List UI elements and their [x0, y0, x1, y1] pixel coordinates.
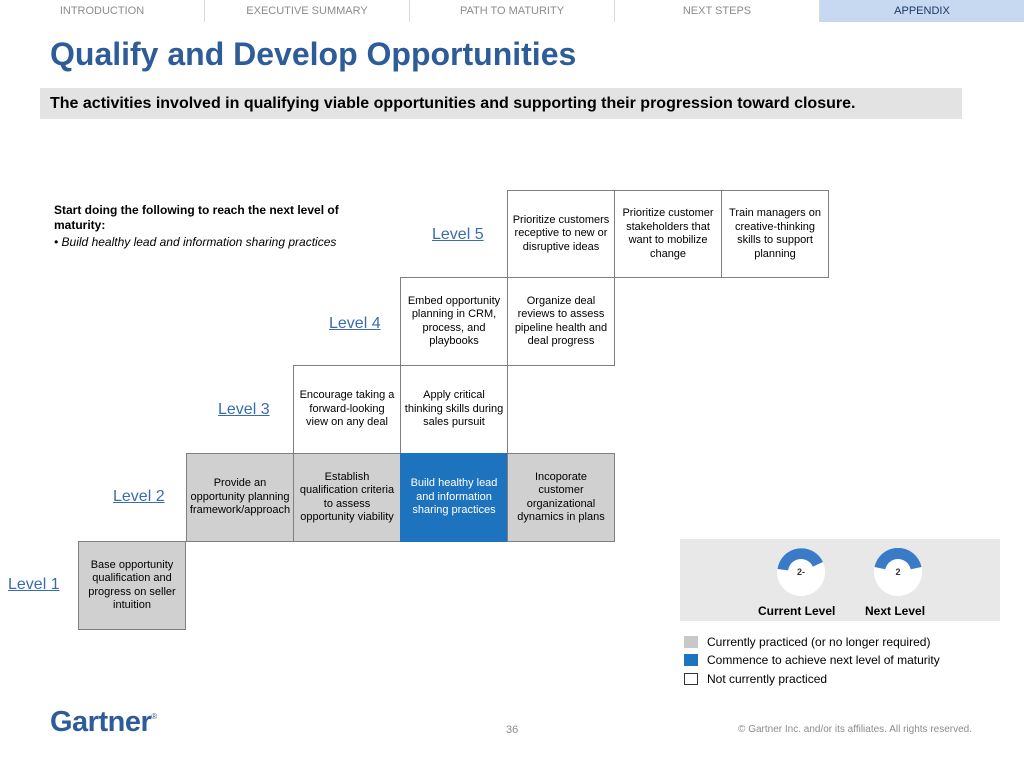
- guidance-bullet-text: Build healthy lead and information sharing practices: [61, 235, 337, 249]
- tab-introduction[interactable]: INTRODUCTION: [0, 0, 205, 22]
- blue-swatch: [684, 654, 698, 666]
- activity-cell: Base opportunity qualification and progress on seller intuition: [78, 541, 186, 630]
- tab-executive-summary[interactable]: EXECUTIVE SUMMARY: [205, 0, 410, 22]
- legend-commence-label: Commence to achieve next level of maturity: [707, 653, 940, 667]
- tab-path-to-maturity[interactable]: PATH TO MATURITY: [410, 0, 615, 22]
- page-number: 36: [506, 724, 519, 736]
- activity-cell-highlighted: Build healthy lead and information sharing practices: [400, 453, 508, 542]
- activity-cell: Incoporate customer organizational dynamics in plans: [507, 453, 615, 542]
- activity-cell: Prioritize customer stakeholders that want to mobilize change: [614, 190, 722, 278]
- subtitle-banner: [40, 88, 962, 119]
- next-level-guidance: [54, 203, 354, 250]
- legend-commence: [684, 652, 940, 668]
- activity-cell: Prioritize customers receptive to new or disruptive ideas: [507, 190, 615, 278]
- activity-cell: Encourage taking a forward-looking view on any deal: [293, 365, 401, 454]
- top-nav: [0, 0, 1024, 22]
- current-level-label: Current Level: [758, 604, 836, 618]
- activity-cell: Establish qualification criteria to assess opportunity viability: [293, 453, 401, 542]
- white-swatch: [684, 673, 698, 685]
- guidance-bullet: • Build healthy lead and information sharing practices: [54, 235, 337, 249]
- legend-not-practiced-label: Not currently practiced: [707, 672, 828, 686]
- level-2-link[interactable]: Level 2: [113, 488, 165, 505]
- tab-appendix[interactable]: APPENDIX: [820, 0, 1024, 22]
- gartner-logo: [50, 706, 157, 739]
- activity-cell: Train managers on creative-thinking skills to support planning: [721, 190, 829, 278]
- current-level-value: 2-: [796, 567, 805, 577]
- activity-cell: Apply critical thinking skills during sales pursuit: [400, 365, 508, 454]
- level-1-link[interactable]: Level 1: [8, 576, 60, 593]
- level-5-link[interactable]: Level 5: [432, 226, 484, 243]
- level-4-link[interactable]: Level 4: [329, 315, 381, 332]
- gray-swatch: [684, 636, 698, 648]
- legend-not-practiced: [684, 671, 827, 687]
- logo-text: Gartner: [50, 706, 152, 738]
- level-3-link[interactable]: Level 3: [218, 401, 270, 418]
- next-level-label: Next Level: [865, 604, 926, 618]
- next-level-gauge: [874, 548, 922, 596]
- legend-practiced: [684, 634, 930, 650]
- guidance-heading: Start doing the following to reach the next level of maturity:: [54, 203, 339, 232]
- next-level-value: 2: [895, 567, 901, 577]
- activity-cell: Embed opportunity planning in CRM, process, and playbooks: [400, 277, 508, 366]
- legend-practiced-label: Currently practiced (or no longer required): [707, 635, 931, 649]
- activity-cell: Organize deal reviews to assess pipeline health and deal progress: [507, 277, 615, 366]
- maturity-level-panel: [680, 539, 1000, 621]
- tab-next-steps[interactable]: NEXT STEPS: [615, 0, 820, 22]
- page-title: Qualify and Develop Opportunities: [50, 36, 577, 72]
- registered-mark: ®: [151, 712, 157, 721]
- current-level-gauge: [777, 548, 825, 596]
- copyright-notice: © Gartner Inc. and/or its affiliates. All rights reserved.: [738, 724, 972, 735]
- page-subtitle: The activities involved in qualifying viable opportunities and supporting their progression toward closure.: [50, 95, 856, 112]
- activity-cell: Provide an opportunity planning framework/approach: [186, 453, 294, 542]
